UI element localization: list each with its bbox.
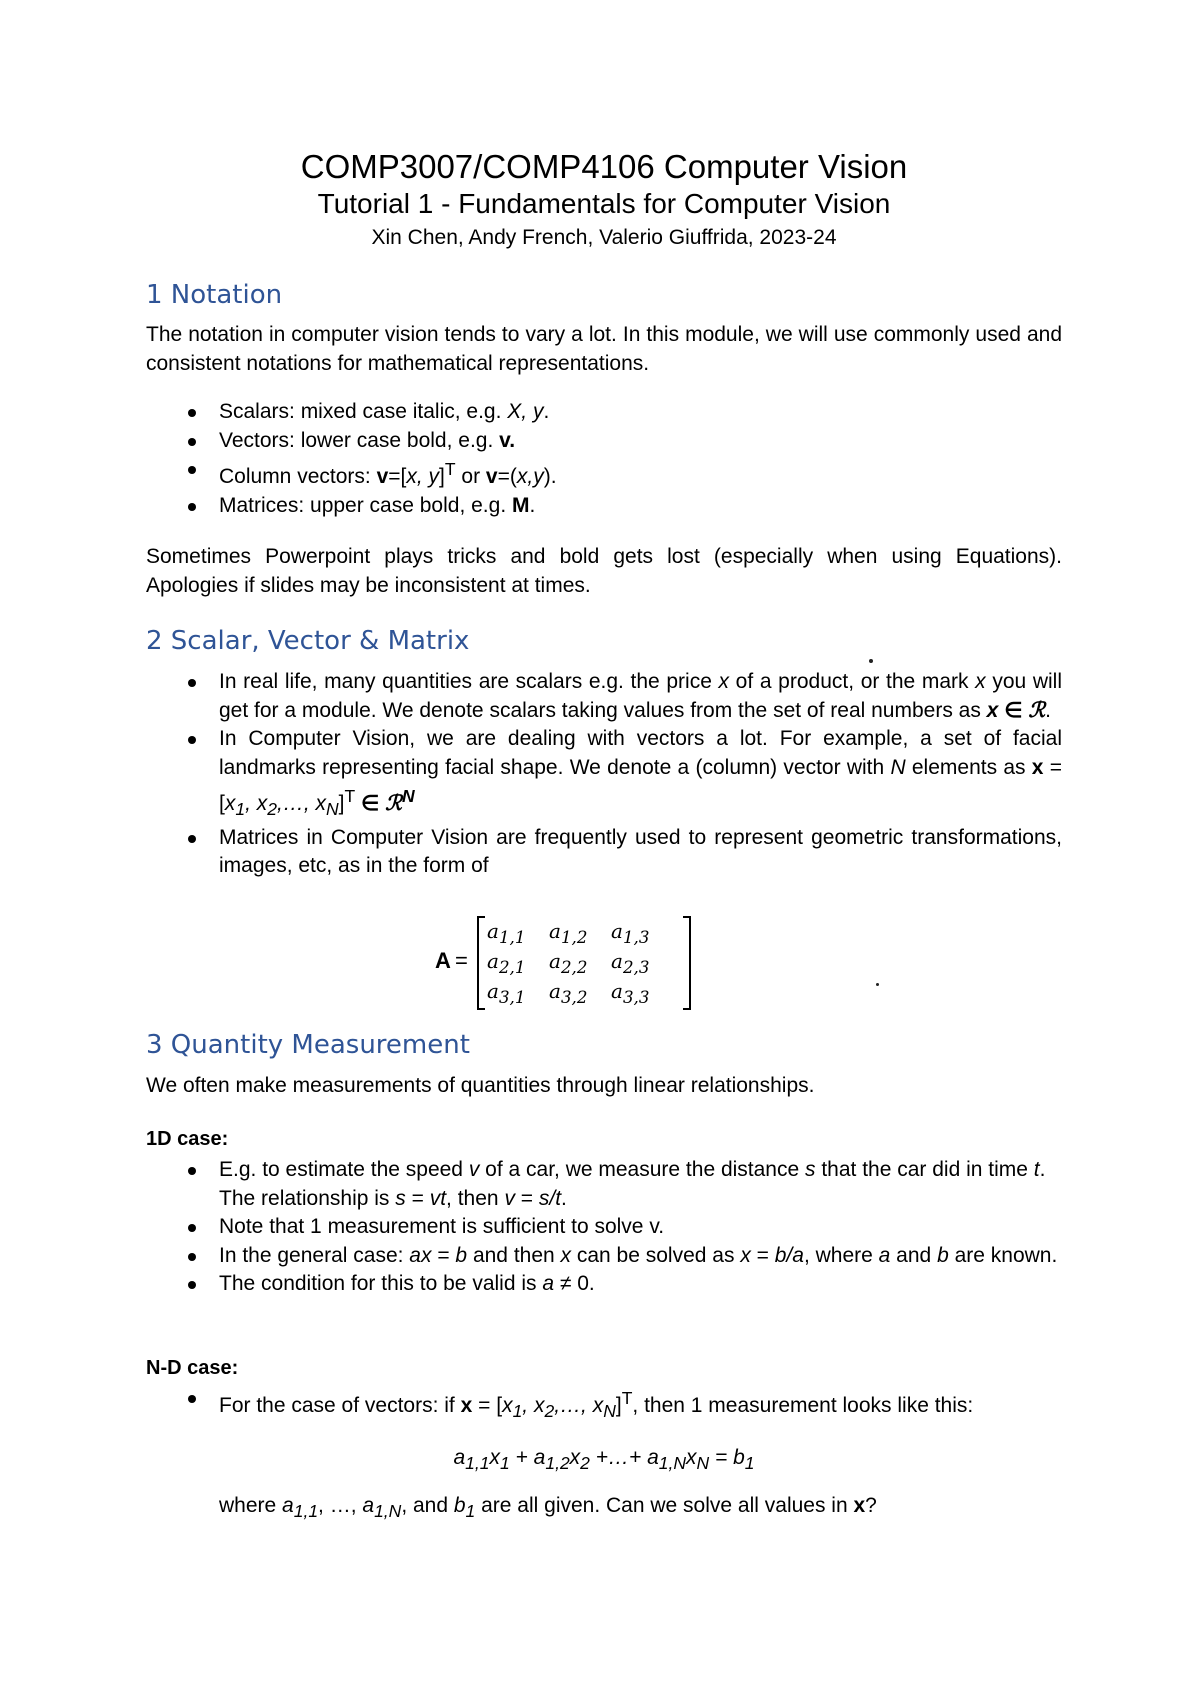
svm-list (146, 668, 1062, 881)
notation-intro: The notation in computer vision tends to vary a lot. In this module, we will use commonly used and consistent notations for mathematical representations. (146, 323, 1062, 375)
matrix-cell: $a_{2,2}$ (549, 949, 588, 977)
bullet-icon (188, 466, 196, 474)
measurement-equation: $a_{1,1}x_1 + a_{1,2}x_2$ +…+ $a_{1,N}x_N = b_1$ (453, 1446, 755, 1474)
bullet-icon (188, 1167, 196, 1175)
left-bracket (477, 916, 485, 1010)
list-item: Matrices in Computer Vision are frequently used to represent geometric transformations, images, etc, as in the form of (146, 824, 1062, 881)
notation-note: Sometimes Powerpoint plays tricks and bold gets lost (especially when using Equations). Apologies if slides may be inconsistent at times. (146, 545, 1062, 597)
matrix-entries (487, 916, 683, 1006)
case-1d-list (146, 1156, 1062, 1299)
bullet-icon (188, 835, 196, 843)
right-bracket (683, 916, 691, 1010)
matrix-cell: $a_{3,3}$ (611, 979, 650, 1007)
bullet-icon (188, 1395, 196, 1403)
quantity-intro: We often make measurements of quantities through linear relationships. (146, 1074, 815, 1097)
document-authors: Xin Chen, Andy French, Valerio Giuffrida, 2023-24 (371, 226, 837, 249)
bullet-icon (188, 679, 196, 687)
case-nd-label: N-D case: (146, 1357, 239, 1379)
list-item: Note that 1 measurement is sufficient to solve v. (146, 1213, 1062, 1242)
list-item: In real life, many quantities are scalars e.g. the price x of a product, or the mark x you will get for a module. We denote scalars taking values from the set of real numbers as x ∈ ℛ. (146, 668, 1062, 725)
list-item: The condition for this to be valid is a ≠ 0. (146, 1270, 1062, 1299)
document-title: COMP3007/COMP4106 Computer Vision (300, 148, 908, 185)
section-heading-notation: 1 Notation (146, 280, 283, 310)
case-nd-list (146, 1384, 1062, 1426)
bullet-icon (188, 438, 196, 446)
section-heading-scalar-vector-matrix: 2 Scalar, Vector & Matrix (146, 626, 470, 656)
bullet-icon (188, 736, 196, 744)
document-subtitle: Tutorial 1 - Fundamentals for Computer Vision (317, 188, 891, 219)
list-item: Matrices: upper case bold, e.g. M. (146, 492, 1062, 521)
bullet-icon (188, 409, 196, 417)
bullet-icon (188, 503, 196, 511)
matrix-cell: $a_{2,3}$ (611, 949, 650, 977)
matrix-cell: $a_{3,2}$ (549, 979, 588, 1007)
list-item: Vectors: lower case bold, e.g. v. (146, 427, 1062, 456)
matrix-cell: $a_{1,2}$ (549, 919, 588, 947)
list-item: In the general case: ax = b and then x can be solved as x = b/a, where a and b are known. (146, 1242, 1062, 1271)
stray-mark (869, 659, 873, 663)
stray-mark (876, 983, 879, 986)
equation-note: where $a_{1,1}$, …, $a_{1,N}$, and $b_1$ are all given. Can we solve all values in x? (219, 1494, 877, 1522)
section-heading-quantity-measurement: 3 Quantity Measurement (146, 1030, 470, 1060)
matrix-cell: $a_{2,1}$ (487, 949, 526, 977)
case-1d-label: 1D case: (146, 1128, 229, 1150)
bullet-icon (188, 1224, 196, 1232)
notation-list (146, 398, 1062, 520)
list-item: E.g. to estimate the speed v of a car, we measure the distance s that the car did in time t. The relationship is s = vt, then v = s/t. (146, 1156, 1062, 1213)
matrix-equals: = (455, 948, 468, 973)
matrix-label: A (435, 948, 451, 973)
list-item: Column vectors: v=[x, y]$^T$ or v=(x,y). (146, 455, 1062, 492)
bullet-icon (188, 1253, 196, 1261)
list-item: For the case of vectors: if $x = [x_1$, $x_2,\dots$, $x_N]^T$, then 1 measurement looks like this: (146, 1384, 1062, 1426)
matrix-cell: $a_{1,3}$ (611, 919, 650, 947)
matrix-cell: $a_{1,1}$ (487, 919, 526, 947)
bullet-icon (188, 1281, 196, 1289)
matrix-cell: $a_{3,1}$ (487, 979, 526, 1007)
list-item: Scalars: mixed case italic, e.g. X, y. (146, 398, 1062, 427)
list-item: In Computer Vision, we are dealing with vectors a lot. For example, a set of facial landmarks representing facial shape. We denote a (column) vector with N elements as $x = [x_1$, $x_2,\dots$, $x_N]^T$ ∈ ℛ$^N$ (146, 725, 1062, 824)
